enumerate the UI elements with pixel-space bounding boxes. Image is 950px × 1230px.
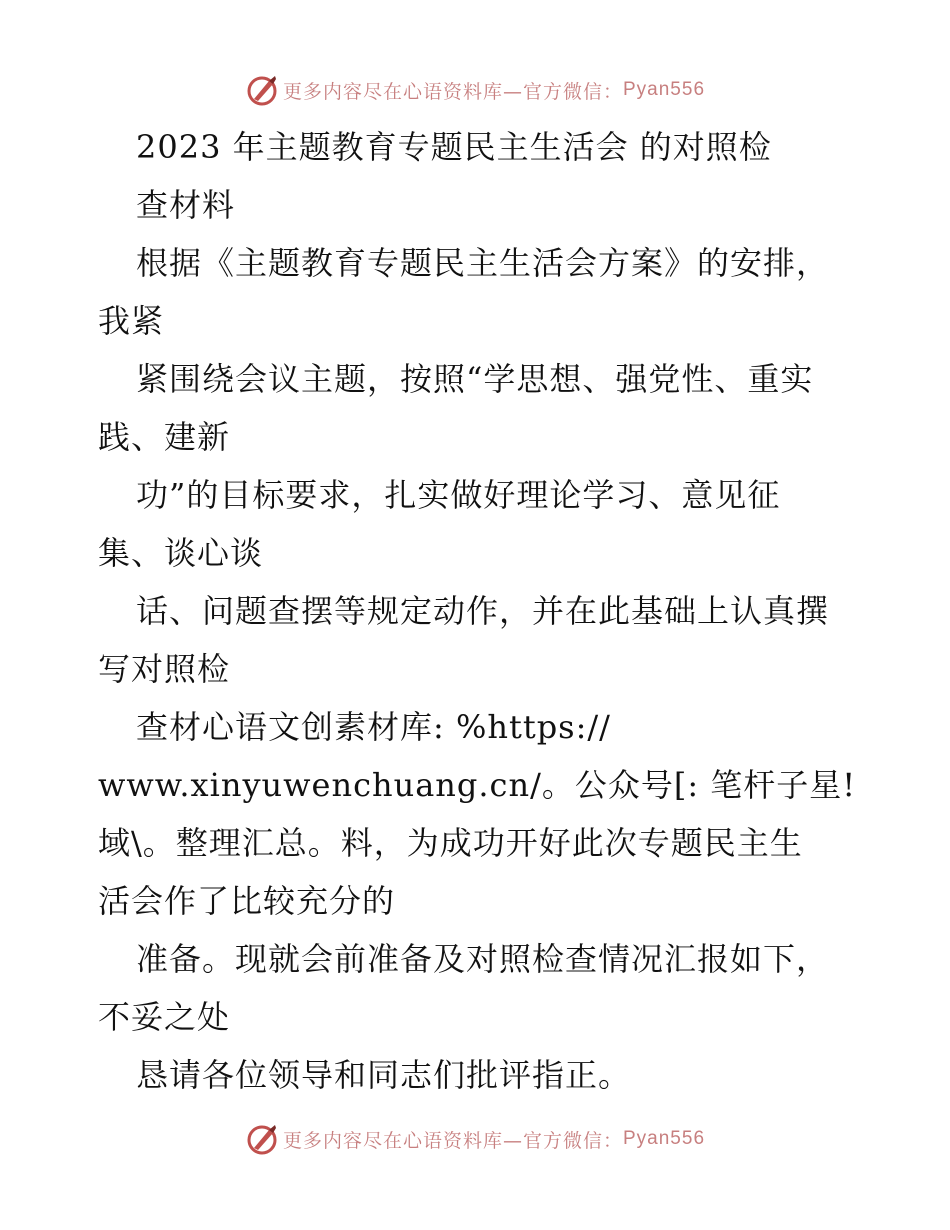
header-watermark (0, 70, 950, 110)
pen-logo-icon (245, 1122, 279, 1156)
text-line: 域\。整理汇总。料，为成功开好此次专题民主生 (98, 824, 803, 862)
text-line: 查材心语文创素材库: %https:// (136, 708, 611, 746)
text-line: 话、问题查摆等规定动作，并在此基础上认真撰 (136, 592, 830, 630)
text-line: 集、谈心谈 (98, 534, 264, 572)
watermark-text: 更多内容尽在心语资料库—官方微信： (282, 1129, 623, 1152)
text-line: 查材料 (136, 186, 236, 224)
document-body (98, 118, 858, 1104)
text-line: 根据《主题教育专题民主生活会方案》的安排， (136, 244, 830, 282)
text-line: 准备。现就会前准备及对照检查情况汇报如下， (136, 940, 830, 978)
text-line: 功”的目标要求，扎实做好理论学习、意见征 (136, 476, 781, 514)
watermark-text: 更多内容尽在心语资料库—官方微信： (282, 80, 623, 103)
text-line: 2023 年主题教育专题民主生活会 的对照检 (136, 128, 772, 166)
text-line: 恳请各位领导和同志们批评指正。 (136, 1056, 632, 1094)
text-line: 紧围绕会议主题，按照“学思想、强党性、重实 (136, 360, 814, 398)
text-line: 我紧 (98, 302, 165, 340)
text-line: 活会作了比较充分的 (98, 882, 396, 920)
text-line: 践、建新 (98, 418, 231, 456)
text-line: www.xinyuwenchuang.cn/。公众号[: 笔杆子星! (98, 766, 857, 804)
footer-watermark (0, 1119, 950, 1159)
text-line: 不妥之处 (98, 998, 231, 1036)
pen-logo-icon (245, 73, 279, 107)
text-line: 写对照检 (98, 650, 231, 688)
watermark-account: Pyan556 (623, 1128, 706, 1149)
watermark-account: Pyan556 (623, 79, 706, 100)
